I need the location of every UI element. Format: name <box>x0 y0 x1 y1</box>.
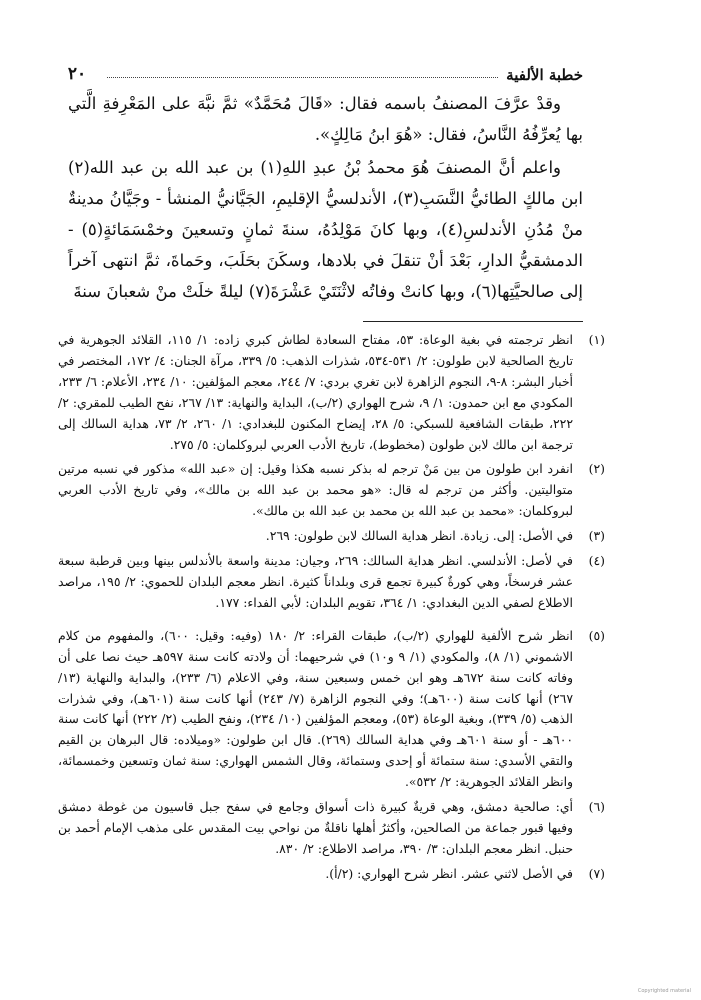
footnote <box>58 459 605 522</box>
footnote-number: (٥) <box>588 627 605 643</box>
footnote-text: انفرد ابن طولون من بين مَنْ ترجم له بذكر نسبه هكذا وقيل: إن «عبد الله» مذكور في نسبه مرتين متواليتين. وأكثر من ترجم له قال: «هو محمد بن عبد الله بن مالك»، وفي تاريخ الأدب العربي لبروكلمان: «محمد بن عبد الله بن محمد بن عبد الله بن مالك». <box>58 461 573 519</box>
footnote-number: (٤) <box>588 553 605 569</box>
footnote <box>58 864 605 885</box>
footnote-text: في الأصل: إلى. زيادة. انظر هداية السالك لابن طولون: ٢٦٩. <box>265 528 573 544</box>
main-text <box>68 88 583 309</box>
footnote-number: (٧) <box>588 865 605 881</box>
footnote-text: انظر شرح الألفية للهواري (٢/ب)، طبقات القراء: ٢/ ١٨٠ (وفيه: وقيل: ٦٠٠)، والمفهوم من كلام الاشموني (١/ ٨)، والمكودي (١/ ٩ و١٠) في شرحيهما: أن ولادته كانت سنة ٥٩٧هـ حيث نصا على أن وفاته كانت سنة ٦٧٢هـ وهو ابن خمس وسبعين سنة، وفي الاعلام (٦/ ٢٣٣)، والبداية والنهاية (١٣/ ٢٦٧) أنها كانت سنة (٦٠٠هـ)؛ وفي النجوم الزاهرة (٧/ ٢٤٣) أنها كانت سنة (٦٠١هـ)، وفي شذرات الذهب (٥/ ٣٣٩)، وبغية الوعاة (٥٣)، ومعجم المؤلفين (١٠/ ٢٣٤)، ونفح الطيب (٢/ ٢٢٢) أنها كانت سنة ٦٠٠هـ - أو سنة ٦٠١هـ وفي هداية السالك (٢٦٩). قال ابن طولون: «وميلاده: قال البرهان بن القيم والتقي الأسدي: سنة ستمائة أو إحدى وستمائة، وقال الشمس الهواري: سنة ثمان وتسعين وخمسمائة، وانظر القلائد الجوهرية: ٢/ ٥٣٢». <box>58 627 574 790</box>
footnote <box>58 626 605 793</box>
running-title: خطبة الألفية <box>506 66 583 84</box>
footnote-number: (١) <box>588 332 605 347</box>
footnote <box>58 526 605 547</box>
footnote <box>58 551 605 614</box>
footnote <box>58 330 605 455</box>
page-header <box>55 60 583 84</box>
footnote-text: في الأصل لاثني عشر. انظر شرح الهواري: (٢/أ). <box>325 865 573 881</box>
page-number: ٢٠ <box>67 64 87 84</box>
footnote-number: (٦) <box>588 799 605 815</box>
footnote-number: (٣) <box>588 528 605 544</box>
footnote-text: أي: صالحية دمشق، وهي قريةٌ كبيرة ذات أسواق وجامع في سفح جبل قاسيون من غوطة دمشق وفيها قبور جماعة من الصالحين، وأكثرُ أهلها ناقلةٌ من نواحي بيت المقدس على مذهب الإمام أحمد بن حنبل. انظر معجم البلدان: ٣/ ٣٩٠، مراصد الاطلاع: ٢/ ٨٣٠. <box>58 799 573 856</box>
copyright-watermark: Copyrighted material <box>637 988 691 994</box>
footnote-text: في لأصل: الأندلسي. انظر هداية السالك: ٢٦٩، وجيان: مدينة واسعة بالأندلس بينها وبين قرطبة سبعة عشر فرسخاً، وهي كورةٌ كبيرة تجمع قرى وبلداناً كثيرة. انظر معجم البلدان للحموي: ٢/ ١٩٥، مراصد الاطلاع لصفي الدين البغدادي: ١/ ٣٦٤، تقويم البلدان: لأبي الفداء: ١٧٧. <box>58 553 573 610</box>
footnote <box>58 797 605 860</box>
footnote-number: (٢) <box>588 461 605 477</box>
footnote-text: انظر ترجمته في بغية الوعاة: ٥٣، مفتاح السعادة لطاش كبري زاده: ١/ ١١٥، القلائد الجوهرية في تاريخ الصالحية لابن طولون: ٢/ ٥٣١-٥٣٤، شذرات الذهب: ٥/ ٣٣٩، مرآة الجنان: ٤/ ١٧٢، المختصر في أخبار البشر: ٨-٩، النجوم الزاهرة لابن تغري بردي: ٧/ ٢٤٤، معجم المؤلفين: ١٠/ ٢٣٤، الأعلام: ٦/ ٢٣٣، المكودي مع ابن حمدون: ١/ ٩، شرح الهواري (٢/ب)، البداية والنهاية: ١٣/ ٢٦٧، نفح الطيب للمقري: ٢/ ٢٢٢، طبقات الشافعية للسبكي: ٥/ ٢٨، إيضاح المكنون للبغدادي: ١/ ٢٦٠، ٢/ ٧٣، هداية السالك إلى ترجمة ابن مالك لابن طولون (مخطوط)، تاريخ الأدب العربي لبروكلمان: ٥/ ٢٧٥. <box>58 332 574 452</box>
body-paragraph: واعلم أنَّ المصنفَ هُوَ محمدُ بْنُ عبدِ اللهِ(١) بن عبد الله بن عبد الله(٢) ابن مالكٍ الطائيُّ النَّسَبِ(٣)، الأندلسيُّ الإقليمِ، الجَيَّانيُّ المنشأ - وجَيَّانُ مدينةٌ منْ مُدُنِ الأندلسِ(٤)، وبها كانَ مَوْلِدُهُ، سنةَ ثمانٍ وتسعينَ وخمْسَمَائةٍ(٥) - الدمشقيُّ الدارِ، بَعْدَ أنْ تنقلَ في بلادها، وسكَنَ بحَلَبَ، وحَماةَ، ثمَّ انتهى آخراً إلى صالحيَّتِها(٦)، وبها كانتْ وفاتُه لاثْنَتَيْ عَشْرَةَ(٧) ليلةً خلَتْ منْ شعبانَ سنةَ <box>68 158 583 301</box>
footnote-separator <box>363 321 583 322</box>
footnotes <box>58 330 605 889</box>
body-paragraph: وقدْ عرَّفَ المصنفُ باسمه فقال: «قَالَ مُحَمَّدٌ» ثمَّ نبَّهَ على المَعْرِفةِ الَّتي بها يُعرِّفُهُ النَّاسُ، فقال: «هُوَ ابنُ مَالِكٍ». <box>68 94 583 144</box>
header-dotted-leader <box>107 77 498 78</box>
